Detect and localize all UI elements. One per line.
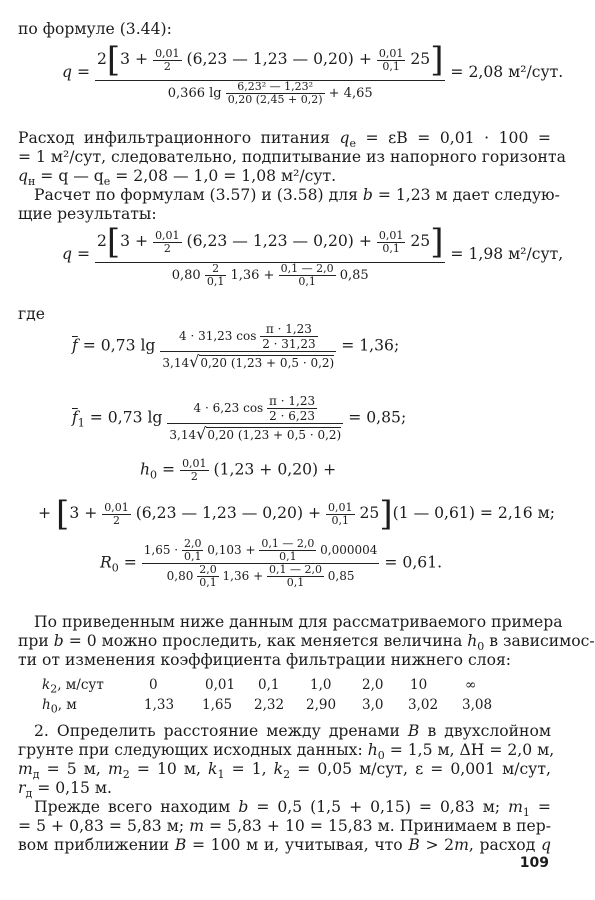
equation-r0: $R_0$ = 1,65 · $\frac{2,0}{0,1}$ 0,103 + $\frac{0,1 — 2,0}{0,1}$ 0,000004 0,80 $\frac{2,0}{0,1}$ 1,36 + $\frac{0,1 — 2,0}{0,1}$ 0,85 = 0,61. [100, 537, 443, 589]
text-line: ти от изменения коэффициента фильтрации нижнего слоя: [18, 651, 512, 669]
text-line: Расчет по формулам (3.57) и (3.58) для b = 1,23 м дает следую- [34, 186, 560, 204]
text-line: грунте при следующих исходных данных: $h_0 = 1,5$ м, ΔH = 2,0 м, [18, 741, 555, 763]
text-line: = 5 + 0,83 = 5,83 м; m = 5,83 + 10 = 15,83 м. Принимаем в пер- [18, 817, 552, 835]
text-line: 2. Определить расстояние между дренами B в двухслойном [34, 722, 551, 740]
text-line: $q_н = q$ — $q_e = 2,08$ — 1,0 = 1,08 м²/сут. [18, 167, 337, 189]
equation-q1: q = 2[3 + $\frac{0,01}{2}$ (6,23 — 1,23 — 0,20) + $\frac{0,01}{0,1}$ 25] 0,366 lg $\frac{\text{6,23² — 1,23²}}{0,20 (2,45 + 0,2)}$ + 4,65 = 2,08 м²/сут. [62, 40, 564, 106]
equation-q2: q = 2[3 + $\frac{0,01}{2}$ (6,23 — 1,23 — 0,20) + $\frac{0,01}{0,1}$ 25] 0,80 $\frac{2}{0,1}$ 1,36 + $\frac{0,1 — 2,0}{0,1}$ 0,85 = 1,98 м²/сут, [62, 222, 564, 288]
text-line: вом приближении B = 100 м и, учитывая, что B > 2m, расход q [18, 836, 551, 854]
text-line: Прежде всего находим b = 0,5 (1,5 + 0,15) = 0,83 м; $m_1$ = [34, 798, 551, 820]
table-row-h0: $h_0$, м 1,33 1,65 2,32 2,90 3,0 3,02 3,08 [42, 697, 493, 716]
text-line: $r_д = 0,15$ м. [18, 779, 113, 801]
equation-f1: $\overline{f}_1 = 0,73$ lg 4 · 6,23 cos $\frac{\pi \cdot 1,23}{2 \cdot 6,23}$ 3,14√0,20 (1,23 + 0,5 · 0,2) = 0,85; [72, 394, 407, 443]
text-line: Расход инфильтрационного питания $q_e = \varepsilon B = 0,01 \cdot 100$ = [18, 129, 551, 151]
text-line: при b = 0 можно проследить, как меняется величина $h_0$ в зависимос- [18, 632, 595, 654]
page-number: 109 [519, 855, 549, 871]
equation-h0: $h_0$ = $\frac{0,01}{2}$ (1,23 + 0,20) + [140, 457, 337, 483]
equation-f: $\overline{f} = 0,73$ lg 4 · 31,23 cos $\frac{\pi \cdot 1,23}{2 \cdot 31,23}$ 3,14√0,20 (1,23 + 0,5 · 0,2) = 1,36; [72, 322, 400, 371]
text-line: щие результаты: [18, 205, 157, 223]
table-row-k2: $k_2$, м/сут 0 0,01 0,1 1,0 2,0 10 ∞ [42, 677, 477, 696]
equation-h0-continued: + [3 + $\frac{0,01}{2}$ (6,23 — 1,23 — 0,20) + $\frac{0,01}{0,1}$ 25](1 — 0,61) = 2,16 м; [38, 494, 555, 534]
text-line: где [18, 305, 45, 323]
text-line: = 1 м²/сут, следовательно, подпитывание из напорного горизонта [18, 148, 566, 166]
text-line: По приведенным ниже данным для рассматриваемого примера [34, 613, 563, 631]
text-line: по формуле (3.44): [18, 20, 172, 38]
text-line: $m_д = 5$ м, $m_2 = 10$ м, $k_1 = 1$, $k_2 = 0,05$ м/сут, ε = 0,001 м/сут, [18, 760, 551, 782]
